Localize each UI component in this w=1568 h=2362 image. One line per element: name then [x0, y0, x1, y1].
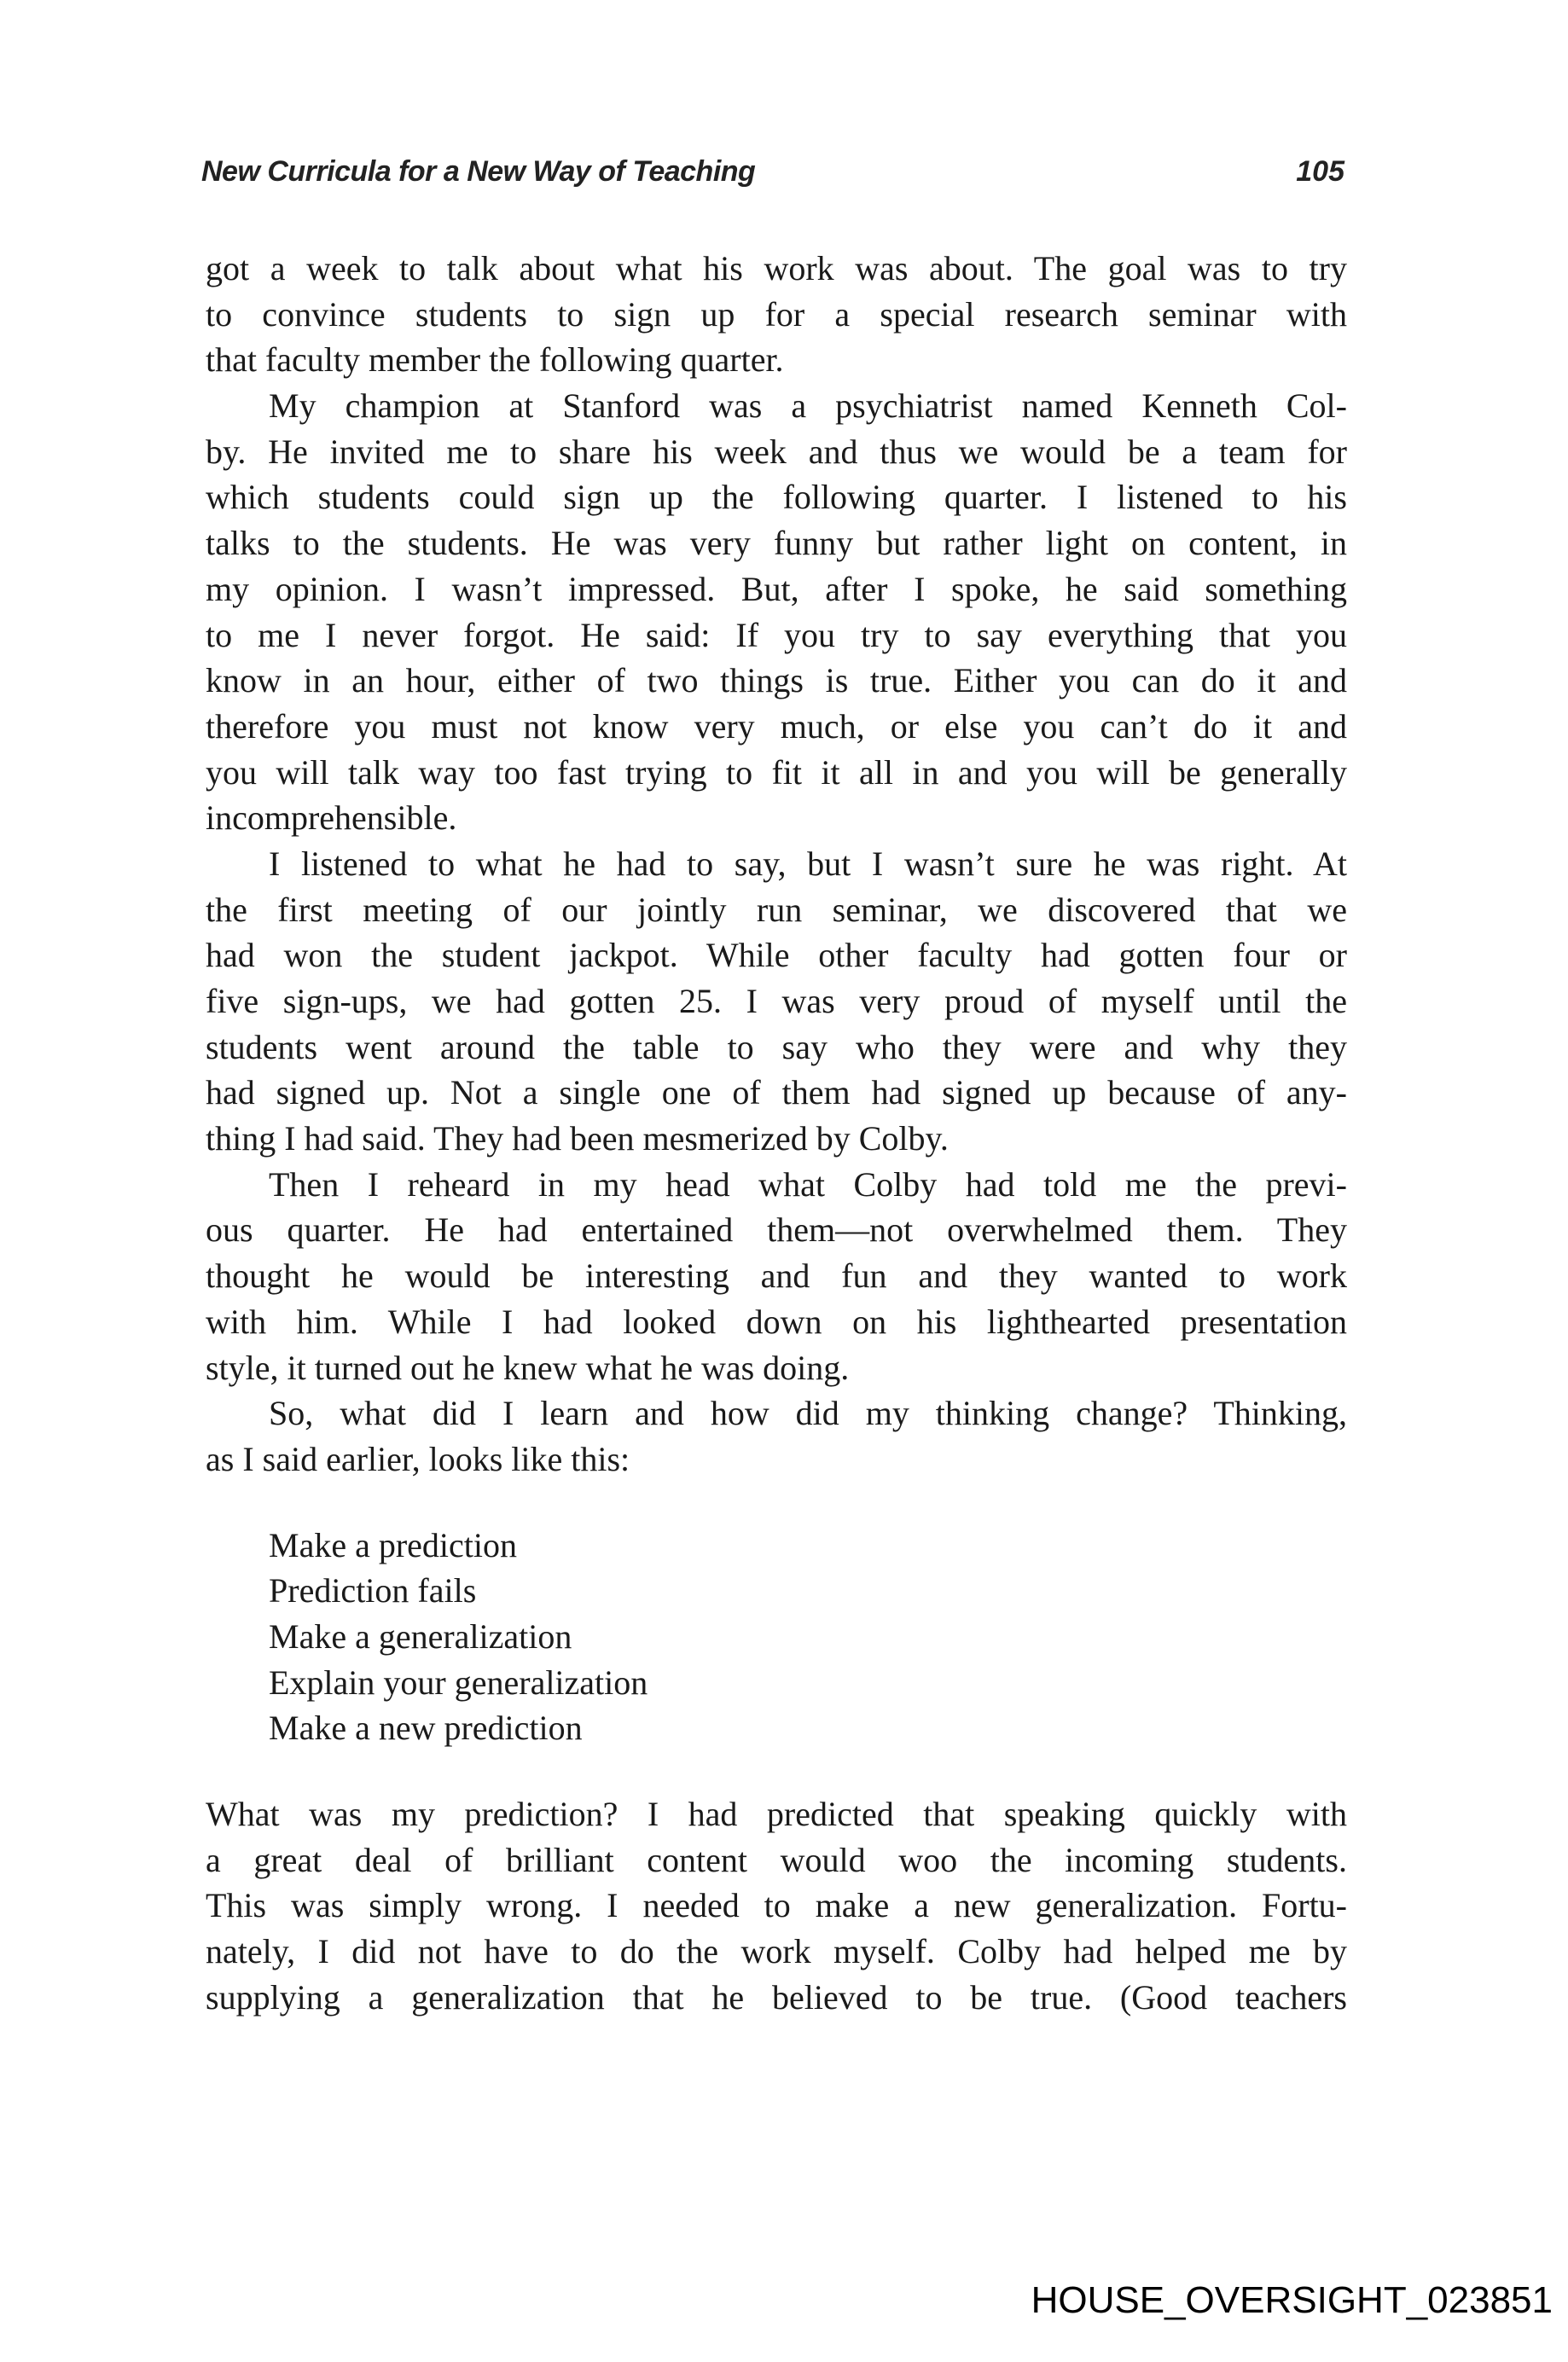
list-item: Explain your generalization	[269, 1663, 648, 1702]
paragraph	[206, 1162, 1347, 1390]
text-line: Then I reheard in my head what Colby had told me the previ-	[269, 1164, 1347, 1204]
text-line: style, it turned out he knew what he was doing.	[206, 1348, 850, 1387]
page-number: 105	[1296, 155, 1344, 188]
paragraph	[206, 1791, 1347, 2020]
text-line: five sign-ups, we had gotten 25. I was very proud of myself until the	[206, 982, 1347, 1020]
text-line: This was simply wrong. I needed to make a new generalization. Fortu-	[206, 1886, 1347, 1925]
text-line: I listened to what he had to say, but I wasn’t sure he was right. At	[269, 844, 1347, 883]
bates-stamp: HOUSE_OVERSIGHT_023851	[1031, 2279, 1553, 2321]
text-line: had signed up. Not a single one of them had signed up because of any-	[206, 1073, 1347, 1112]
text-line: thought he would be interesting and fun and they wanted to work	[206, 1256, 1347, 1296]
body-text	[206, 246, 1347, 2020]
text-line: to convince students to sign up for a special research seminar with	[206, 294, 1347, 334]
text-line: a great deal of brilliant content would woo the incoming students.	[206, 1840, 1347, 1879]
list-item: Make a new prediction	[269, 1709, 583, 1748]
text-line: that faculty member the following quarter.	[206, 340, 784, 380]
text-line: my opinion. I wasn’t impressed. But, after I spoke, he said something	[206, 569, 1347, 608]
text-line: know in an hour, either of two things is true. Either you can do it and	[206, 661, 1347, 700]
thinking-steps-list	[269, 1523, 1347, 1751]
paragraph	[206, 841, 1347, 1162]
text-line: thing I had said. They had been mesmerized by Colby.	[206, 1119, 949, 1158]
text-line: by. He invited me to share his week and thus we would be a team for	[206, 432, 1347, 471]
text-line: nately, I did not have to do the work myself. Colby had helped me by	[206, 1932, 1347, 1971]
text-line: therefore you must not know very much, or else you can’t do it and	[206, 706, 1347, 746]
list-item: Make a generalization	[269, 1616, 572, 1656]
paragraph	[206, 383, 1347, 841]
text-line: with him. While I had looked down on his lighthearted presentation	[206, 1302, 1347, 1341]
list-item: Make a prediction	[269, 1525, 517, 1564]
text-line: My champion at Stanford was a psychiatrist named Kenneth Col-	[269, 386, 1347, 426]
text-line: the first meeting of our jointly run seminar, we discovered that we	[206, 890, 1347, 929]
paragraph	[206, 1390, 1347, 1482]
text-line: as I said earlier, looks like this:	[206, 1439, 630, 1478]
text-line: So, what did I learn and how did my thinking change? Thinking,	[269, 1394, 1347, 1433]
text-line: incomprehensible.	[206, 798, 457, 838]
list-item: Prediction fails	[269, 1571, 477, 1610]
text-line: got a week to talk about what his work was about. The goal was to try	[206, 249, 1347, 287]
text-line: to me I never forgot. He said: If you try to say everything that you	[206, 615, 1347, 654]
text-line: you will talk way too fast trying to fit it all in and you will be generally	[206, 752, 1347, 792]
text-line: talks to the students. He was very funny but rather light on content, in	[206, 524, 1347, 563]
text-line: What was my prediction? I had predicted that speaking quickly with	[206, 1795, 1347, 1833]
text-line: had won the student jackpot. While other faculty had gotten four or	[206, 936, 1347, 975]
text-line: students went around the table to say who they were and why they	[206, 1027, 1347, 1066]
text-line: which students could sign up the following quarter. I listened to his	[206, 478, 1347, 517]
paragraph	[206, 246, 1347, 383]
running-header-title: New Curricula for a New Way of Teaching	[201, 155, 756, 188]
text-line: supplying a generalization that he believed to be true. (Good teachers	[206, 1977, 1347, 2017]
text-line: ous quarter. He had entertained them—not overwhelmed them. They	[206, 1210, 1347, 1250]
